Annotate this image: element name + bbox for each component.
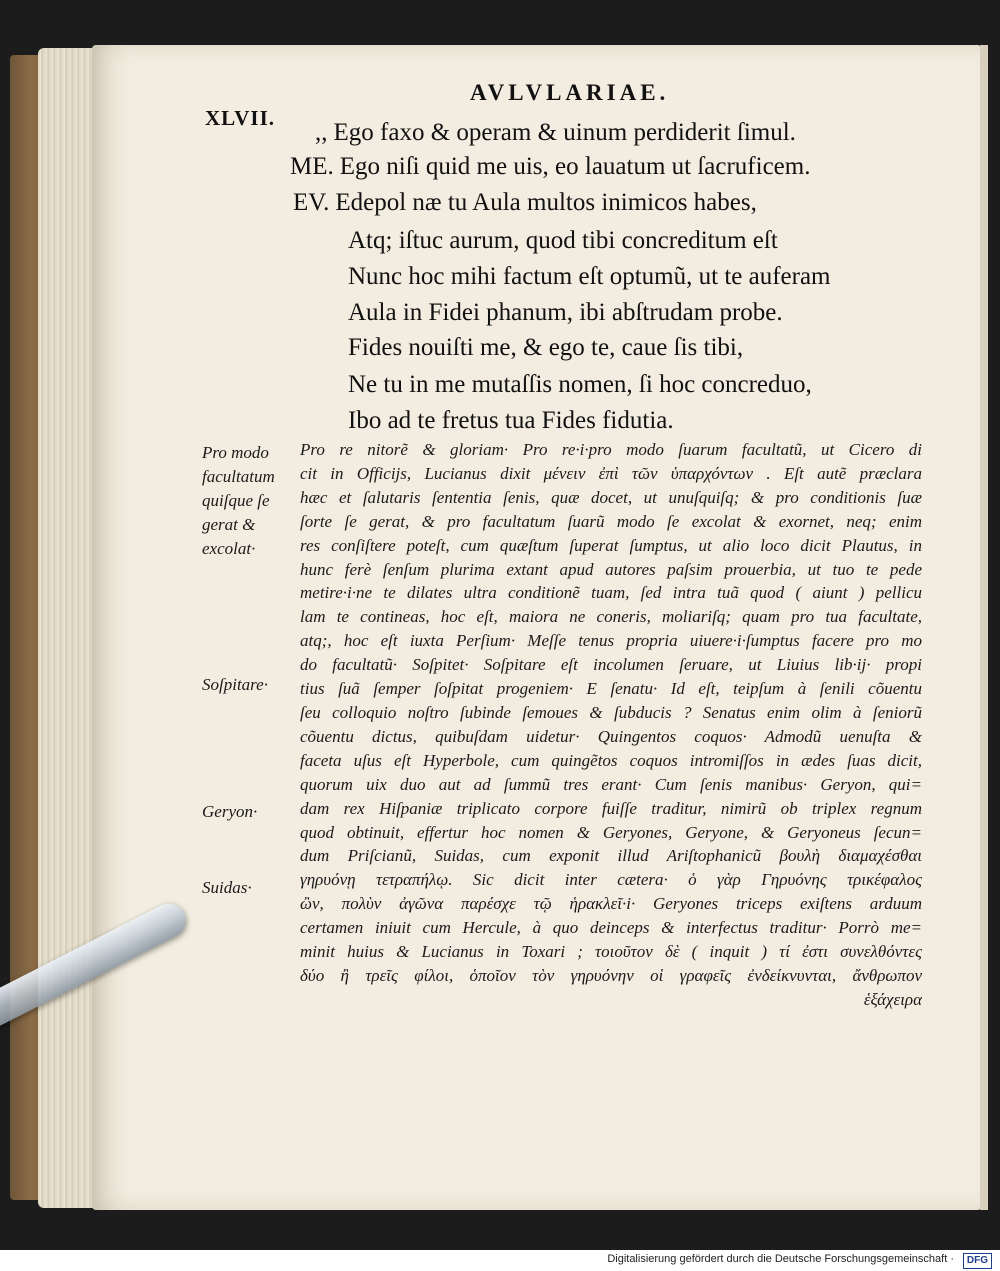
verse-text: Edepol næ tu Aula multos inimicos habes, [335, 189, 757, 216]
verse-line [290, 150, 810, 184]
commentary-line: tius ſuã ſemper ſoſpitat progeniem· E ſenatu· Id eſt, teipſum à ſenili cõuentu [300, 679, 922, 699]
verse-text: Atq; iſtuc aurum, quod tibi concreditum eſt [348, 227, 778, 254]
footer-bar [0, 1250, 1000, 1271]
margin-note: Pro modo facultatum quiſque ſe gerat & excolat· [202, 443, 275, 558]
commentary-line: cõuentu dictus, quibuſdam uidetur· Quingentos coquos· Admodũ uenuſta & [300, 726, 922, 746]
margin-note: Soſpitare· [202, 675, 268, 694]
commentary-line: cit in Officijs, Lucianus dixit μένειν ἐπὶ τῶν ὑπαρχόντων . Eſt autẽ præclara [300, 463, 922, 483]
verse-line [293, 186, 757, 220]
commentary-line: γηρυόνῃ τετραπήλῳ. Sic dicit inter cætera· ὁ γὰρ Γηρυόνης τρικέφαλος [300, 870, 922, 890]
commentary-line: atq;, hoc eſt iuxta Perſium· Meſſe tenus propria uiuere·i·ſumptus facere pro mo [300, 631, 922, 651]
verse-line [348, 404, 674, 438]
speaker-mark: ME. [290, 153, 334, 180]
commentary-line: dam rex Hiſpaniæ triplicato corpore fuiſſe traditur, nimirũ ob triplex regnum [300, 798, 922, 818]
verse-line [348, 368, 812, 402]
verse-line [348, 260, 831, 294]
verse-text: Nunc hoc mihi factum eſt optumũ, ut te auferam [348, 263, 831, 290]
commentary-line: δύο ἢ τρεῖς φίλοι, ὁποῖον τὸν γηρυόνην οἱ γραφεῖς ἐνδείκνυνται, ἄνθρωπον [300, 965, 922, 985]
commentary-line: quod obtinuit, effertur hoc nomen & Geryones, Geryone, & Geryoneus ſecun= [300, 822, 922, 842]
commentary-line: ἑξάχειρα [863, 989, 922, 1009]
verse-line [348, 331, 743, 365]
verse-line [348, 224, 778, 258]
commentary-line: ſeu colloquio noſtro ſubinde ſemoues & ſubducis ? Senatus enim olim à ſeniorũ [300, 702, 922, 722]
commentary-line: quorum uix duo aut ad ſummũ tres erant· Cum ſenis manibus· Geryon, qui= [300, 774, 922, 794]
verse-text: Fides nouiſti me, & ego te, caue ſis tibi, [348, 334, 744, 361]
dfg-logo: DFG [963, 1253, 992, 1269]
margin-note: Geryon· [202, 802, 258, 821]
verse-text: Ibo ad te fretus tua Fides fidutia. [348, 407, 674, 434]
verse-line [315, 116, 796, 150]
verse-line [348, 296, 783, 330]
page-right-edge [980, 45, 988, 1210]
commentary-line: certamen iniuit cum Hercule, à quo deinceps & interfectus traditur· Porrò me= [300, 918, 922, 938]
speaker-mark: EV. [293, 189, 330, 216]
verse-text: Ne tu in me mutaſſis nomen, ſi hoc concreduo, [348, 371, 812, 398]
verse-text: Ego faxo & operam & uinum perdiderit ſimul. [333, 119, 796, 146]
commentary-line: hæc et ſalutaris ſententia ſenis, quæ docet, ut unuſquiſq; & pro conditionis ſuæ [300, 487, 922, 507]
commentary-line: ſorte ſe gerat, & pro facultatum ſuarũ modo ſe excolat & exornet, neq; enim [300, 511, 922, 531]
commentary-line: minit huius & Lucianus in Toxari ; τοιοῦτον δὲ ( inquit ) τί ἐστι συνελθόντες [300, 942, 922, 962]
commentary-line: dum Priſcianũ, Suidas, cum exponit illud Ariſtophanicũ βουλὴ διαμαχέσθαι [300, 846, 922, 866]
commentary-line: lam te contineas, hoc eſt, maiora ne coneris, moliariſq; quam pro tua facultate, [300, 607, 922, 627]
margin-note: Suidas· [202, 878, 252, 897]
speaker-mark: ,, [315, 119, 328, 146]
running-head: AVLVLARIAE. [470, 80, 670, 105]
commentary-line: metire·i·ne te dilates ultra conditionẽ tuam, ſed intra tuã quod ( aiunt ) pellicu [300, 583, 922, 603]
commentary-line: hunc ferè ſenſum plurima extant apud autores paſsim prouerbia, ut tuo te pede [300, 559, 922, 579]
commentary-line: Pro re nitorẽ & gloriam· Pro re·i·pro modo ſuarum facultatũ, ut Cicero di [300, 440, 922, 459]
verse-text: Ego niſi quid me uis, eo lauatum ut ſacruficem. [339, 153, 811, 180]
commentary-line: ὢν, πολὺν ἀγῶνα παρέσχε τῷ ἡρακλεῖ·i· Geryones triceps exiſtens arduum [300, 894, 922, 914]
verse-text: Aula in Fidei phanum, ibi abſtrudam probe. [348, 299, 783, 326]
funding-notice: Digitalisierung gefördert durch die Deutsche Forschungsgemeinschaft · [607, 1253, 954, 1265]
commentary-line: res conſiſtere poteſt, cum quæſtum ſuperat ſumptus, ut alio loco dicit Plautus, in [300, 535, 922, 555]
commentary-line: do facultatũ· Soſpitet· Soſpitare eſt incolumen ſeruare, ut Liuius lib·ij· propi [300, 655, 922, 675]
commentary-line: faceta uſus eſt Hyperbole, cum quingẽtos coquos intromiſſos in ædes ſuas dicit, [300, 750, 922, 770]
folio-number: XLVII. [205, 106, 276, 130]
commentary-block [300, 438, 922, 1012]
